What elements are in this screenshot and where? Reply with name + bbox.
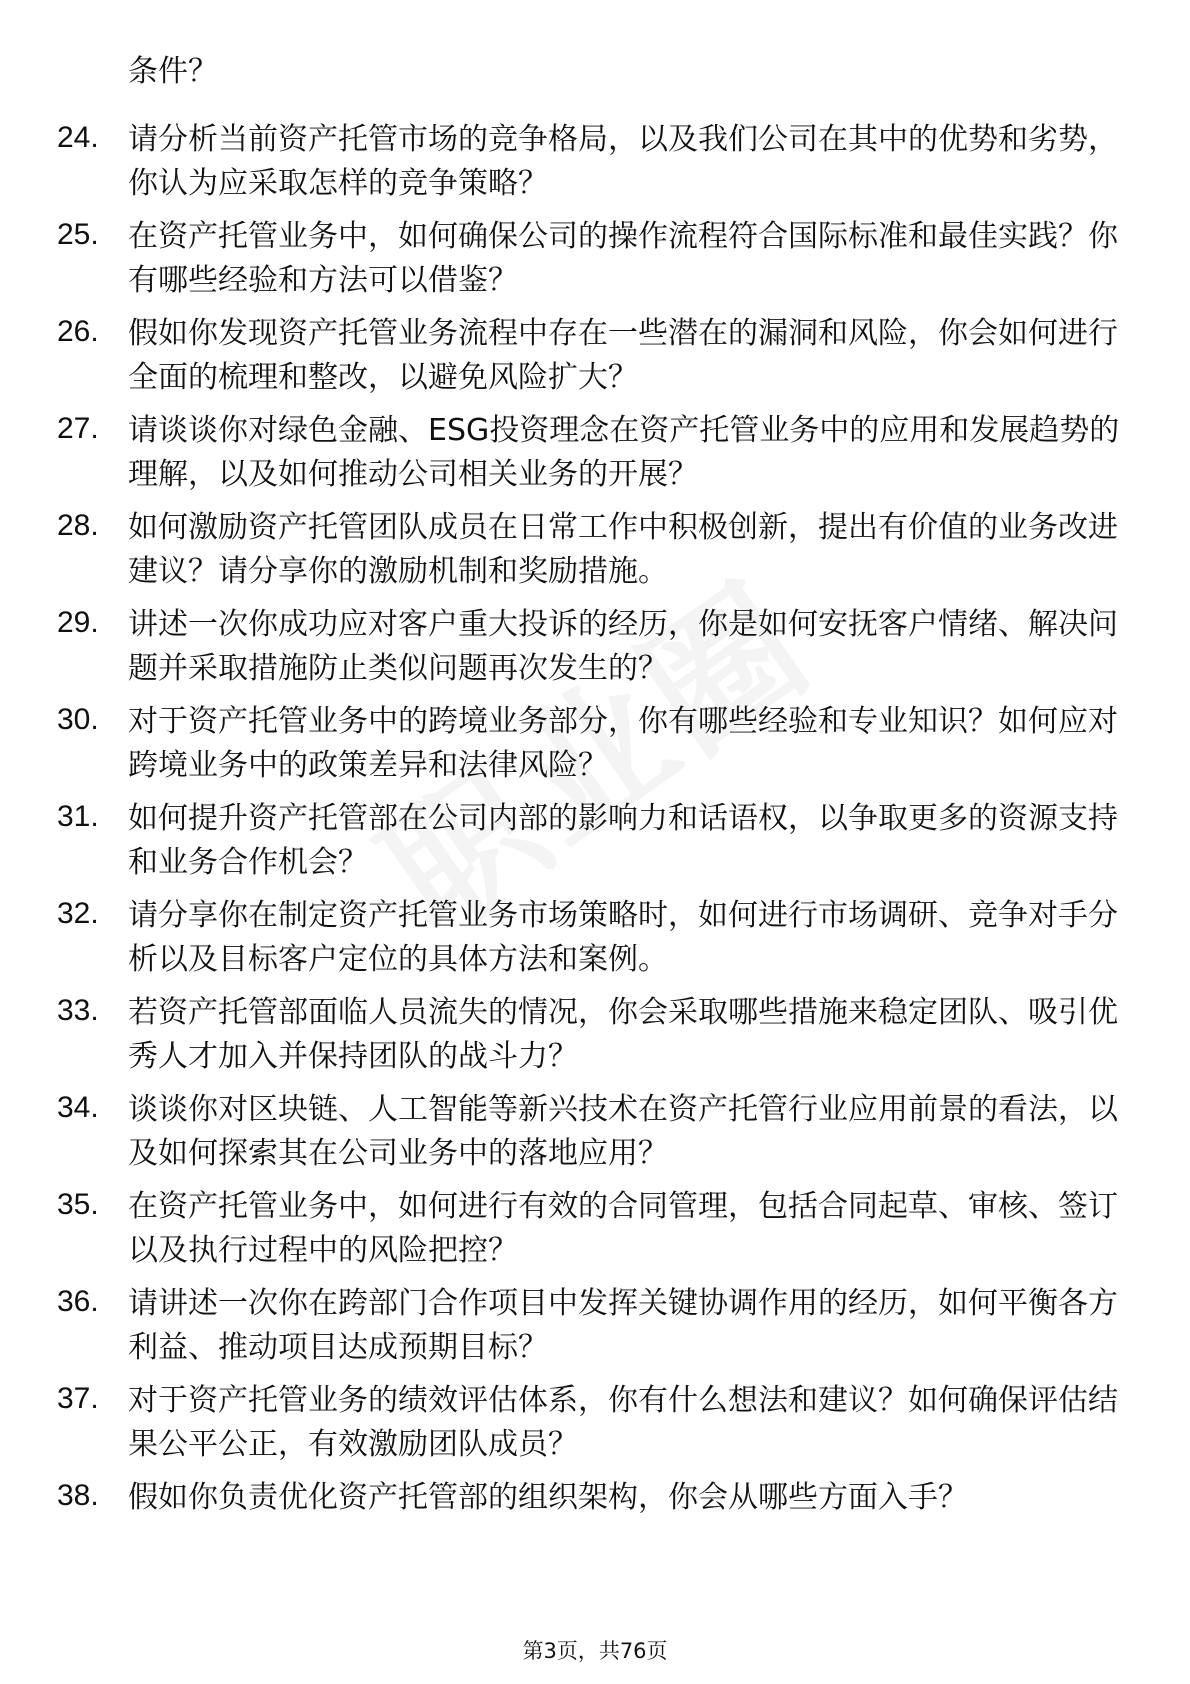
- question-item: [0, 409, 1190, 497]
- question-item: [0, 894, 1190, 982]
- question-text: 请谈谈你对绿色金融、ESG投资理念在资产托管业务中的应用和发展趋势的理解，以及如何推动公司相关业务的开展？: [128, 413, 1120, 492]
- question-number: 32.: [57, 897, 99, 930]
- question-item: [0, 603, 1190, 691]
- question-text: 对于资产托管业务的绩效评估体系，你有什么想法和建议？如何确保评估结果公平公正，有效激励团队成员？: [128, 1383, 1118, 1462]
- question-text: 如何提升资产托管部在公司内部的影响力和话语权，以争取更多的资源支持和业务合作机会？: [128, 801, 1118, 880]
- question-item: [0, 991, 1190, 1079]
- question-number: 27.: [57, 412, 99, 445]
- question-text: 请分析当前资产托管市场的竞争格局，以及我们公司在其中的优势和劣势，你认为应采取怎样的竞争策略？: [128, 122, 1118, 201]
- question-number: 36.: [57, 1285, 99, 1318]
- question-number: 25.: [57, 218, 99, 251]
- question-text: 对于资产托管业务中的跨境业务部分，你有哪些经验和专业知识？如何应对跨境业务中的政策差异和法律风险？: [128, 704, 1118, 783]
- question-item: [0, 1282, 1190, 1370]
- question-text: 请分享你在制定资产托管业务市场策略时，如何进行市场调研、竞争对手分析以及目标客户定位的具体方法和案例。: [128, 898, 1118, 977]
- question-item: [0, 506, 1190, 594]
- question-text: 讲述一次你成功应对客户重大投诉的经历，你是如何安抚客户情绪、解决问题并采取措施防止类似问题再次发生的？: [128, 607, 1118, 686]
- question-number: 38.: [57, 1479, 99, 1512]
- question-number: 24.: [57, 121, 99, 154]
- question-number: 33.: [57, 994, 99, 1027]
- question-number: 35.: [57, 1188, 99, 1221]
- question-text: 谈谈你对区块链、人工智能等新兴技术在资产托管行业应用前景的看法，以及如何探索其在公司业务中的落地应用？: [128, 1092, 1118, 1171]
- question-item: [0, 215, 1190, 303]
- question-number: 28.: [57, 509, 99, 542]
- question-text: 在资产托管业务中，如何确保公司的操作流程符合国际标准和最佳实践？你有哪些经验和方法可以借鉴？: [128, 219, 1118, 298]
- question-text: 请讲述一次你在跨部门合作项目中发挥关键协调作用的经历，如何平衡各方利益、推动项目达成预期目标？: [128, 1286, 1118, 1365]
- question-item: [0, 118, 1190, 206]
- question-number: 37.: [57, 1382, 99, 1415]
- question-number: 26.: [57, 315, 99, 348]
- question-text: 在资产托管业务中，如何进行有效的合同管理，包括合同起草、审核、签订以及执行过程中的风险把控？: [128, 1189, 1118, 1268]
- question-item: [0, 797, 1190, 885]
- question-item: [0, 1185, 1190, 1273]
- question-text: 假如你发现资产托管业务流程中存在一些潜在的漏洞和风险，你会如何进行全面的梳理和整改，以避免风险扩大？: [128, 316, 1118, 395]
- question-number: 30.: [57, 703, 99, 736]
- question-text: 如何激励资产托管团队成员在日常工作中积极创新，提出有价值的业务改进建议？请分享你的激励机制和奖励措施。: [128, 510, 1118, 589]
- question-number: 34.: [57, 1091, 99, 1124]
- question-text: 假如你负责优化资产托管部的组织架构，你会从哪些方面入手？: [128, 1480, 968, 1515]
- question-item: [0, 312, 1190, 400]
- question-item: [0, 1088, 1190, 1176]
- question-item: [0, 1476, 1190, 1564]
- question-list: [0, 118, 1190, 1573]
- continuation-text: 条件？: [128, 54, 218, 89]
- question-number: 31.: [57, 800, 99, 833]
- page-footer: 第3页，共76页: [522, 1639, 668, 1663]
- question-text: 若资产托管部面临人员流失的情况，你会采取哪些措施来稳定团队、吸引优秀人才加入并保持团队的战斗力？: [128, 995, 1118, 1074]
- question-item: [0, 1379, 1190, 1467]
- question-number: 29.: [57, 606, 99, 639]
- question-item: [0, 700, 1190, 788]
